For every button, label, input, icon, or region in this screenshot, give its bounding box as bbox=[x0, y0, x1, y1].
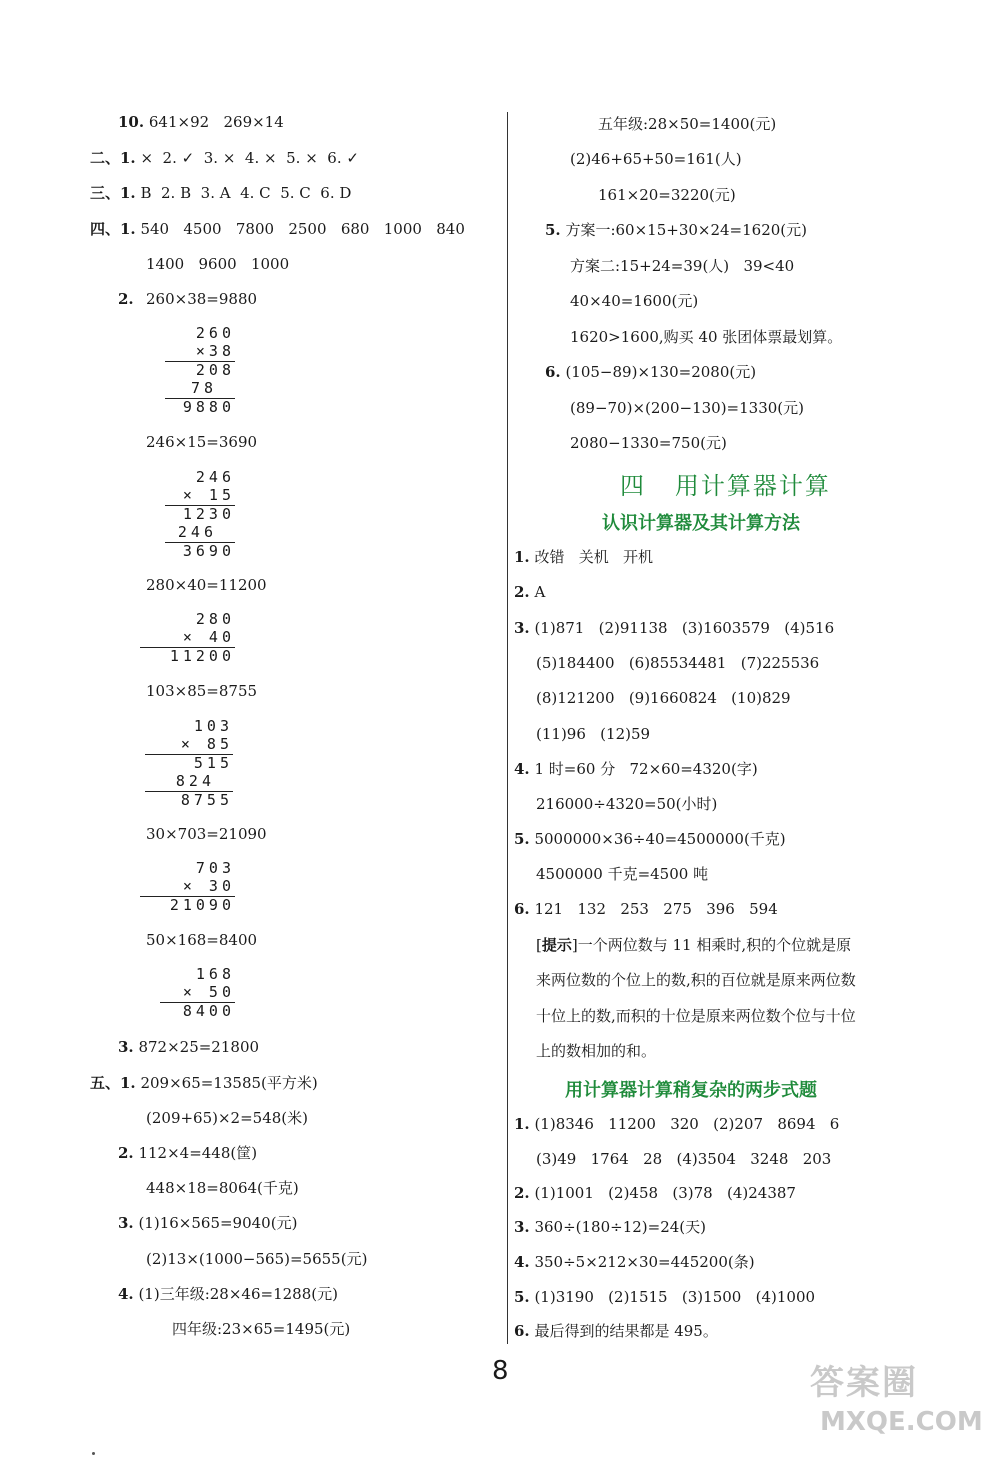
q-number: 2. bbox=[118, 1144, 134, 1162]
calc-row: 260 bbox=[195, 324, 235, 342]
q-number: 6. bbox=[514, 1322, 530, 1340]
q-text: (105−89)×130=2080(元) bbox=[565, 363, 757, 381]
tip-label: 提示 bbox=[541, 936, 572, 954]
answer-line bbox=[514, 1287, 815, 1307]
answer-line: (11)96 (12)59 bbox=[536, 725, 651, 743]
tip-line3: 十位上的数,而积的十位是原来两位数个位与十位 bbox=[536, 1007, 856, 1025]
calc-row: 208 bbox=[195, 361, 235, 379]
q5-line2: 方案二:15+24=39(人) 39<40 bbox=[570, 257, 795, 275]
section2-number: 二、1. bbox=[90, 149, 136, 167]
calc-row: 78 bbox=[190, 379, 217, 397]
page-number: 8 bbox=[492, 1356, 509, 1386]
section4-q1-line2: 1400 9600 1000 bbox=[146, 255, 290, 273]
answer-line bbox=[514, 829, 786, 849]
answer-line: (3)49 1764 28 (4)3504 3248 203 bbox=[536, 1150, 832, 1168]
q-number: 6. bbox=[514, 900, 530, 918]
calc-row: × 85 bbox=[180, 735, 233, 753]
q-text: 最后得到的结果都是 495。 bbox=[534, 1322, 718, 1340]
q-number: 5. bbox=[545, 221, 561, 239]
watermark bbox=[800, 1355, 990, 1450]
section2-answers bbox=[90, 148, 359, 168]
answer-line bbox=[514, 547, 653, 567]
q-number: 1. bbox=[514, 548, 530, 566]
section5-q1-line1 bbox=[90, 1073, 318, 1093]
vertical-calc bbox=[145, 717, 233, 809]
tip-line4: 上的数相加的和。 bbox=[536, 1042, 657, 1060]
calc-row: 1230 bbox=[182, 505, 235, 523]
answer-line bbox=[514, 759, 758, 779]
answer-line bbox=[514, 1217, 706, 1237]
answer-line: 216000÷4320=50(小时) bbox=[536, 795, 718, 813]
calc-row: 703 bbox=[195, 859, 235, 877]
tip-text: 一个两位数与 11 相乘时,积的个位就是原 bbox=[577, 936, 852, 954]
vertical-calc bbox=[165, 468, 235, 560]
section5-q2-line1 bbox=[118, 1143, 257, 1163]
section3-text: B 2. B 3. A 4. C 5. C 6. D bbox=[140, 184, 352, 202]
q6-line1 bbox=[545, 362, 756, 382]
calc-expr: 103×85=8755 bbox=[146, 682, 258, 700]
calc-row: 103 bbox=[193, 717, 233, 735]
calc-expr: 260×38=9880 bbox=[146, 290, 258, 308]
q-text: (1)8346 11200 320 (2)207 8694 6 bbox=[534, 1115, 840, 1133]
q-text: 209×65=13585(平方米) bbox=[140, 1074, 318, 1092]
section5-q4-line2: 四年级:23×65=1495(元) bbox=[172, 1320, 351, 1338]
section-heading: 认识计算器及其计算方法 bbox=[602, 513, 800, 534]
section-heading: 用计算器计算稍复杂的两步式题 bbox=[565, 1080, 817, 1101]
calc-row: 280 bbox=[195, 610, 235, 628]
calc-row: 11200 bbox=[169, 647, 235, 665]
answer-line bbox=[514, 1321, 718, 1341]
section4-q3 bbox=[118, 1037, 259, 1057]
watermark-logo: 答案圈 bbox=[810, 1363, 918, 1403]
q-number: 4. bbox=[118, 1285, 134, 1303]
answer-line: (8)121200 (9)1660824 (10)829 bbox=[536, 689, 791, 707]
q-number: 6. bbox=[545, 363, 561, 381]
q-text: A bbox=[534, 583, 546, 601]
calc-row: 3690 bbox=[182, 542, 235, 560]
calc-row: 246 bbox=[177, 523, 217, 541]
q-text: 112×4=448(筐) bbox=[138, 1144, 258, 1162]
section4-q2-number: 2. bbox=[118, 290, 134, 308]
calc-row: 515 bbox=[193, 754, 233, 772]
scan-dot bbox=[92, 1452, 95, 1455]
calc-row: 21090 bbox=[169, 896, 235, 914]
calc-expr: 246×15=3690 bbox=[146, 433, 258, 451]
calc-expr: 50×168=8400 bbox=[146, 931, 258, 949]
section4-number: 四、1. bbox=[90, 220, 136, 238]
q-number: 3. bbox=[118, 1038, 134, 1056]
calc-row: × 15 bbox=[182, 486, 235, 504]
q-number: 4. bbox=[514, 1253, 530, 1271]
q-number: 5. bbox=[514, 830, 530, 848]
q-number: 3. bbox=[118, 1214, 134, 1232]
answer-line bbox=[514, 1114, 839, 1134]
section5-q2-line2: 448×18=8064(千克) bbox=[146, 1179, 299, 1197]
section3-number: 三、1. bbox=[90, 184, 136, 202]
q6-line3: 2080−1330=750(元) bbox=[570, 434, 727, 452]
q-text: 改错 关机 开机 bbox=[534, 548, 654, 566]
answer-line: (5)184400 (6)85534481 (7)225536 bbox=[536, 654, 820, 672]
q-text: 360÷(180÷12)=24(天) bbox=[534, 1218, 707, 1236]
section2-text: × 2. ✓ 3. × 4. × 5. × 6. ✓ bbox=[140, 149, 359, 167]
calc-expr: 30×703=21090 bbox=[146, 825, 267, 843]
calc-row: × 50 bbox=[182, 983, 235, 1001]
calc-row: 246 bbox=[195, 468, 235, 486]
section5-q1-line2: (209+65)×2=548(米) bbox=[146, 1109, 309, 1127]
q-text: 5000000×36÷40=4500000(千克) bbox=[534, 830, 786, 848]
q-text: (1)1001 (2)458 (3)78 (4)24387 bbox=[534, 1184, 796, 1202]
chapter-heading: 四 用计算器计算 bbox=[620, 472, 831, 500]
q-text: (1)871 (2)91138 (3)1603579 (4)516 bbox=[534, 619, 835, 637]
answer-line bbox=[514, 1252, 755, 1272]
q5-line3: 40×40=1600(元) bbox=[570, 292, 699, 310]
q10-line bbox=[118, 112, 284, 132]
q-number: 2. bbox=[514, 1184, 530, 1202]
calc-row: ×38 bbox=[195, 342, 235, 360]
q-number: 5. bbox=[514, 1288, 530, 1306]
section5-q3-line2: (2)13×(1000−565)=5655(元) bbox=[146, 1250, 368, 1268]
answer-line bbox=[514, 582, 545, 602]
calc-row: 824 bbox=[175, 772, 215, 790]
q5-line4: 1620>1600,购买 40 张团体票最划算。 bbox=[570, 328, 843, 346]
right-line: (2)46+65+50=161(人) bbox=[570, 150, 742, 168]
right-line: 五年级:28×50=1400(元) bbox=[598, 115, 777, 133]
section5-q3-line1 bbox=[118, 1213, 297, 1233]
q-text: (1)3190 (2)1515 (3)1500 (4)1000 bbox=[534, 1288, 816, 1306]
q-text: (1)三年级:28×46=1288(元) bbox=[138, 1285, 338, 1303]
calc-row: 168 bbox=[195, 965, 235, 983]
calc-row: 9880 bbox=[182, 398, 235, 416]
q-number: 3. bbox=[514, 1218, 530, 1236]
q5-line1 bbox=[545, 220, 807, 240]
q6-line2: (89−70)×(200−130)=1330(元) bbox=[570, 399, 804, 417]
vertical-calc bbox=[165, 324, 235, 416]
q-number: 2. bbox=[514, 583, 530, 601]
q-number: 3. bbox=[514, 619, 530, 637]
vertical-calc bbox=[160, 965, 235, 1021]
q-text: 350÷5×212×30=445200(条) bbox=[534, 1253, 755, 1271]
section3-answers bbox=[90, 183, 351, 203]
calc-row: 8400 bbox=[182, 1002, 235, 1020]
q-text: (1)16×565=9040(元) bbox=[138, 1214, 298, 1232]
calc-row: × 40 bbox=[182, 628, 235, 646]
watermark-site: MXQE.COM bbox=[820, 1407, 983, 1437]
section4-q1-text: 540 4500 7800 2500 680 1000 840 bbox=[140, 220, 465, 238]
q-text: 121 132 253 275 396 594 bbox=[534, 900, 778, 918]
q-text: 1 时=60 分 72×60=4320(字) bbox=[534, 760, 758, 778]
q-number: 4. bbox=[514, 760, 530, 778]
q-text: 872×25=21800 bbox=[138, 1038, 260, 1056]
calc-expr: 280×40=11200 bbox=[146, 576, 267, 594]
answer-line bbox=[514, 1183, 796, 1203]
answer-line bbox=[514, 618, 834, 638]
vertical-calc bbox=[140, 859, 235, 915]
q10-number: 10. bbox=[118, 113, 145, 131]
section5-q4-line1 bbox=[118, 1284, 338, 1304]
q10-text: 641×92 269×14 bbox=[148, 113, 284, 131]
column-divider bbox=[507, 112, 508, 1344]
tip-line1: [提示]一个两位数与 11 相乘时,积的个位就是原 bbox=[536, 936, 852, 954]
section4-q1-line1 bbox=[90, 219, 465, 239]
vertical-calc bbox=[140, 610, 235, 666]
right-line: 161×20=3220(元) bbox=[598, 186, 736, 204]
tip-line2: 来两位数的个位上的数,积的百位就是原来两位数 bbox=[536, 971, 856, 989]
answer-line bbox=[514, 899, 778, 919]
calc-row: × 30 bbox=[182, 877, 235, 895]
section5-number: 五、1. bbox=[90, 1074, 136, 1092]
q-number: 1. bbox=[514, 1115, 530, 1133]
answer-line: 4500000 千克=4500 吨 bbox=[536, 865, 709, 883]
q-text: 方案一:60×15+30×24=1620(元) bbox=[565, 221, 808, 239]
calc-row: 8755 bbox=[180, 791, 233, 809]
